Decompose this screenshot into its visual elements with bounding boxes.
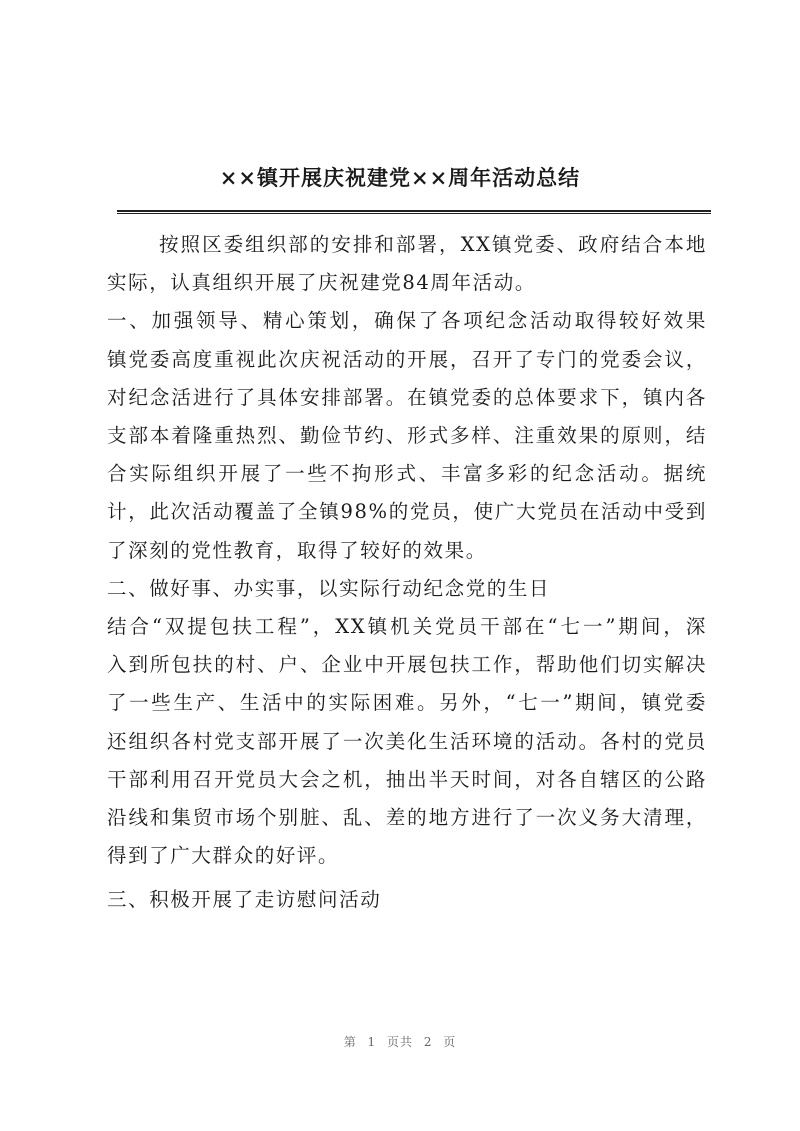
paragraph-line: 支部本着隆重热烈、勤俭节约、形式多样、注重效果的原则，结 — [107, 424, 707, 448]
paragraph-line: 还组织各村党支部开展了一次美化生活环境的活动。各村的党员 — [107, 729, 707, 753]
paragraph-line: 入到所包扶的村、户、企业中开展包扶工作，帮助他们切实解决 — [107, 653, 707, 677]
paragraph-line: 干部利用召开党员大会之机，抽出半天时间，对各自辖区的公路 — [107, 767, 707, 791]
paragraph-line: 计，此次活动覆盖了全镇98%的党员，使广大党员在活动中受到 — [107, 500, 707, 524]
paragraph-line: 镇党委高度重视此次庆祝活动的开展，召开了专门的党委会议， — [107, 347, 707, 371]
paragraph-line: 了一些生产、生活中的实际困难。另外，“七一”期间，镇党委 — [107, 691, 707, 715]
paragraph-line: 对纪念活进行了具体安排部署。在镇党委的总体要求下，镇内各 — [107, 385, 707, 409]
section-heading: 二、做好事、办实事，以实际行动纪念党的生日 — [107, 576, 551, 600]
paragraph-line: 实际，认真组织开展了庆祝建党84周年活动。 — [107, 271, 536, 295]
paragraph-line: 按照区委组织部的安排和部署，XX镇党委、政府结合本地 — [159, 233, 707, 256]
paragraph-line: 得到了广大群众的好评。 — [107, 844, 340, 868]
paragraph-line: 沿线和集贸市场个别脏、乱、差的地方进行了一次义务大清理， — [107, 806, 707, 830]
document-body — [107, 226, 707, 920]
section-heading: 三、积极开展了走访慰问活动 — [107, 888, 382, 912]
page-number-footer: 第 1 页共 2 页 — [343, 1035, 457, 1049]
document-title: ××镇开展庆祝建党××周年活动总结 — [219, 165, 581, 190]
title-divider — [117, 210, 711, 214]
paragraph-line: 合实际组织开展了一些不拘形式、丰富多彩的纪念活动。据统 — [107, 462, 707, 486]
paragraph-line: 了深刻的党性教育，取得了较好的效果。 — [107, 538, 487, 562]
section-heading: 一、加强领导、精心策划，确保了各项纪念活动取得较好效果 — [107, 309, 707, 333]
paragraph-line: 结合“双提包扶工程”，XX镇机关党员干部在“七一”期间，深 — [107, 615, 707, 639]
